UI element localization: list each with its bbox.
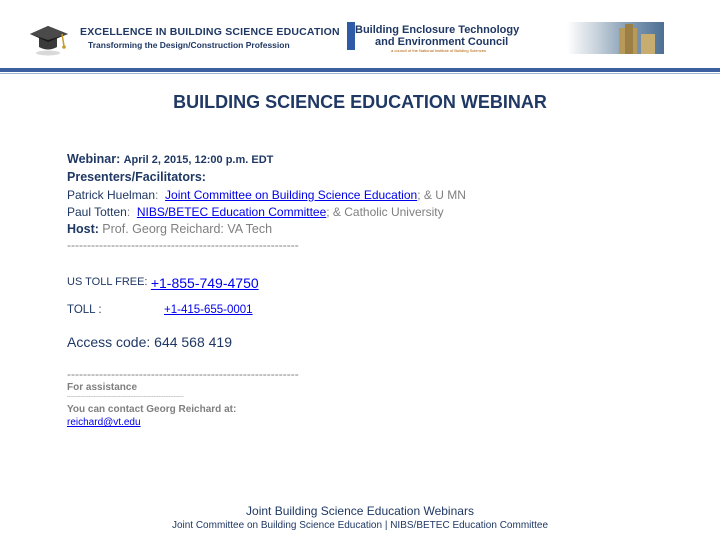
header [0, 0, 720, 68]
betec-subtitle: a council of the National Institute of Building Sciences [391, 48, 486, 53]
toll-free-line [67, 272, 259, 291]
presenter-name: Paul Totten [67, 205, 127, 219]
contact-label: You can contact Georg Reichard at: [67, 404, 237, 415]
presenters-label: Presenters/Facilitators: [67, 170, 206, 184]
toll-label: TOLL : [67, 304, 102, 316]
footer-title: Joint Building Science Education Webinars [246, 504, 474, 518]
host-line [67, 222, 272, 236]
host-value: Prof. Georg Reichard: VA Tech [102, 222, 273, 236]
presenter-name: Patrick Huelman [67, 188, 156, 202]
email-link[interactable]: reichard@vt.edu [67, 417, 141, 428]
assistance-label: For assistance [67, 382, 138, 393]
host-label: Host: [67, 222, 99, 236]
toll-free-label: US TOLL FREE: [67, 276, 148, 288]
webinar-label: Webinar: [67, 152, 121, 166]
page-title: BUILDING SCIENCE EDUCATION WEBINAR [173, 92, 547, 112]
betec-name-line2: and Environment Council [375, 36, 509, 48]
presenter-affiliation: ; & Catholic University [326, 205, 444, 219]
webinar-date: April 2, 2015, 12:00 p.m. EDT [123, 154, 274, 166]
presenter-row: Paul Totten: NIBS/BETEC Education Committee; & Catholic University [67, 205, 444, 219]
toll-number[interactable]: +1-415-655-0001 [164, 304, 253, 316]
header-divider [0, 68, 720, 72]
logo-accent-bar [347, 22, 355, 50]
betec-name-line1: Building Enclosure Technology [355, 24, 520, 36]
building-image [567, 22, 664, 54]
presenter-affiliation: ; & U MN [417, 188, 466, 202]
joint-committee-link[interactable]: Joint Committee on Building Science Education [165, 188, 418, 202]
logo-tagline: Transforming the Design/Construction Profession [88, 40, 290, 50]
header-divider-thin [0, 73, 720, 74]
webinar-line [67, 152, 273, 166]
nibs-betec-link[interactable]: NIBS/BETEC Education Committee [136, 205, 327, 219]
excellence-logo [28, 22, 340, 56]
divider-small: ---------------------------------------------------------------------- [67, 394, 184, 400]
divider: ---------------------------------------------------------- [67, 367, 299, 381]
logo-title: EXCELLENCE IN BUILDING SCIENCE EDUCATION [80, 26, 340, 38]
access-code: Access code: 644 568 419 [67, 334, 233, 350]
divider: ---------------------------------------------------------- [67, 238, 299, 252]
graduation-cap-icon [28, 22, 76, 56]
toll-free-number[interactable]: +1-855-749-4750 [150, 275, 259, 291]
presenter-row: Patrick Huelman: Joint Committee on Building Science Education; & U MN [67, 188, 466, 202]
betec-logo [347, 22, 664, 54]
footer-subtitle: Joint Committee on Building Science Education | NIBS/BETEC Education Committee [171, 520, 549, 531]
